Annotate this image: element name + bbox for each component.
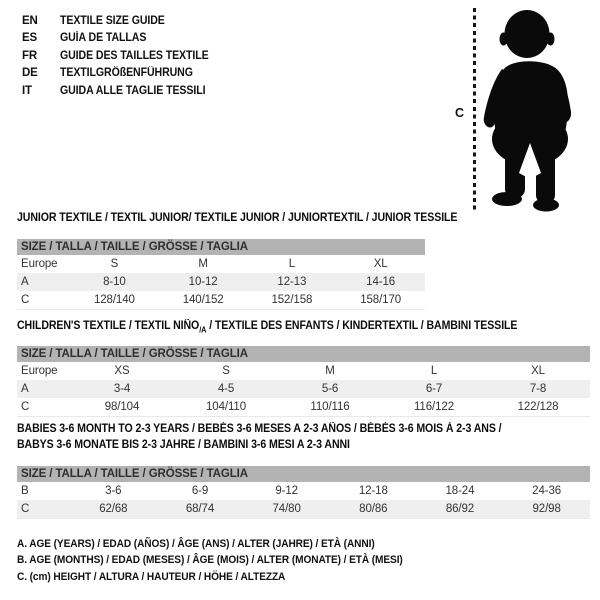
cell: 92/98 [532, 503, 561, 515]
cell: 6-9 [191, 485, 209, 497]
cell: 98/104 [104, 401, 140, 413]
table-row-height [17, 500, 590, 519]
junior-size-table [17, 239, 425, 310]
language-title: TEXTILGRÖßENFÜHRUNG [60, 67, 193, 80]
table-row-age [17, 273, 425, 291]
footnote-b-text: B. AGE (MONTHS) / EDAD (MESES) / ÂGE (MOIS) / ALTER (MONATE) / ETÀ (MESI) [17, 554, 403, 567]
size-header-bar: SIZE / TALLA / TAILLE / GRÖSSE / TAGLIA [17, 466, 590, 482]
row-label: C [21, 401, 30, 413]
cell: 6-7 [425, 383, 443, 395]
language-code: DE [22, 67, 38, 80]
footnote-legend [17, 536, 436, 585]
cell: S [222, 365, 230, 377]
footnote-b [17, 552, 436, 568]
cell: 10-12 [188, 276, 218, 288]
size-header-row [17, 346, 590, 362]
cell: 116/122 [413, 401, 455, 413]
row-label: Europe [21, 258, 58, 270]
language-title: GUÍA DE TALLAS [60, 32, 147, 45]
table-row-height [17, 398, 590, 417]
language-code: FR [22, 49, 37, 62]
height-measure-label: C [455, 106, 465, 120]
children-table-title-text [17, 320, 517, 334]
cell: XL [531, 365, 545, 377]
cell: 14-16 [366, 276, 396, 288]
footnote-a-text: A. AGE (YEARS) / EDAD (AÑOS) / ÂGE (ANS) / ALTER (JAHRE) / ETÀ (ANNI) [17, 538, 375, 550]
language-title-list [22, 12, 222, 100]
language-title: GUIDA ALLE TAGLIE TESSILI [60, 84, 206, 97]
table-row-europe [17, 255, 425, 273]
row-label: A [21, 276, 29, 288]
cell: 18-24 [445, 485, 475, 497]
cell: S [110, 258, 119, 270]
cell: 152/158 [271, 294, 313, 306]
size-header-bar: SIZE / TALLA / TAILLE / GRÖSSE / TAGLIA [17, 346, 590, 362]
row-label: Europe [21, 365, 58, 377]
cell: 74/80 [272, 503, 301, 515]
cell: XS [114, 365, 130, 377]
table-row-age [17, 380, 590, 398]
language-code: ES [22, 32, 37, 45]
footnote-a [17, 536, 436, 552]
babies-table-title-line1: BABIES 3-6 MONTH TO 2-3 YEARS / BEBÉS 3-6 MESES A 2-3 AÑOS / BÉBÉS 3-6 MOIS À 2-3 ANS / [17, 423, 502, 435]
babies-size-table [17, 466, 590, 519]
title-post: / TEXTILE DES ENFANTS / KINDERTEXTIL / BAMBINI TESSILE [206, 320, 518, 332]
cell: 12-13 [277, 276, 307, 288]
cell: 122/128 [517, 401, 559, 413]
title-subscript: /A [199, 325, 207, 335]
table-row-height [17, 291, 425, 310]
language-row-en [22, 12, 222, 30]
language-row-de [22, 65, 222, 83]
junior-table-title-text: JUNIOR TEXTILE / TEXTIL JUNIOR/ TEXTILE JUNIOR / JUNIORTEXTIL / JUNIOR TESSILE [17, 212, 458, 224]
table-row-europe [17, 362, 590, 380]
cell: L [288, 258, 296, 270]
title-pre: CHILDREN'S TEXTILE / TEXTIL NIÑO [17, 320, 200, 332]
row-label: A [21, 383, 29, 395]
cell: 7-8 [529, 383, 547, 395]
children-size-table [17, 346, 590, 417]
size-header-row [17, 466, 590, 482]
language-row-es [22, 30, 222, 48]
cell: 68/74 [185, 503, 215, 515]
cell: 80/86 [359, 503, 388, 515]
row-label: B [21, 485, 29, 497]
cell: 128/140 [93, 294, 135, 306]
size-header-row [17, 239, 425, 255]
language-row-it [22, 82, 222, 100]
cell: 140/152 [182, 294, 224, 306]
cell: 110/116 [310, 401, 350, 413]
cell: 158/170 [360, 294, 402, 306]
table-row-age-months [17, 482, 590, 500]
size-header-bar: SIZE / TALLA / TAILLE / GRÖSSE / TAGLIA [17, 239, 425, 255]
language-code: IT [22, 84, 32, 97]
children-table-title [17, 320, 561, 334]
footnote-c [17, 569, 436, 585]
row-label: C [21, 503, 30, 515]
cell: 24-36 [532, 485, 562, 497]
language-row-fr [22, 47, 222, 65]
babies-table-title-line2: BABYS 3-6 MONATE BIS 2-3 JAHRE / BAMBINI 3-6 MESI A 2-3 ANNI [17, 438, 350, 451]
cell: L [430, 365, 438, 377]
cell: 4-5 [217, 383, 235, 395]
cell: M [198, 258, 208, 270]
cell: 62/68 [99, 503, 128, 515]
toddler-silhouette-icon [480, 5, 594, 213]
cell: 8-10 [103, 276, 126, 288]
language-title: TEXTILE SIZE GUIDE [60, 14, 165, 27]
height-measure-dashed-line [473, 8, 476, 211]
row-label: C [21, 294, 30, 306]
cell: 86/92 [445, 503, 475, 515]
language-title: GUIDE DES TAILLES TEXTILE [60, 49, 209, 62]
cell: 12-18 [358, 485, 388, 497]
cell: M [325, 365, 335, 377]
cell: 9-12 [275, 485, 298, 497]
cell: 104/110 [205, 401, 247, 413]
cell: 3-4 [113, 383, 131, 395]
cell: 3-6 [105, 485, 122, 497]
cell: 5-6 [321, 383, 339, 395]
babies-table-title [17, 422, 544, 453]
junior-table-title [17, 212, 496, 224]
cell: XL [373, 258, 388, 270]
language-code: EN [22, 14, 38, 27]
footnote-c-text: C. (cm) HEIGHT / ALTURA / HAUTEUR / HÖHE / ALTEZZA [17, 570, 286, 583]
